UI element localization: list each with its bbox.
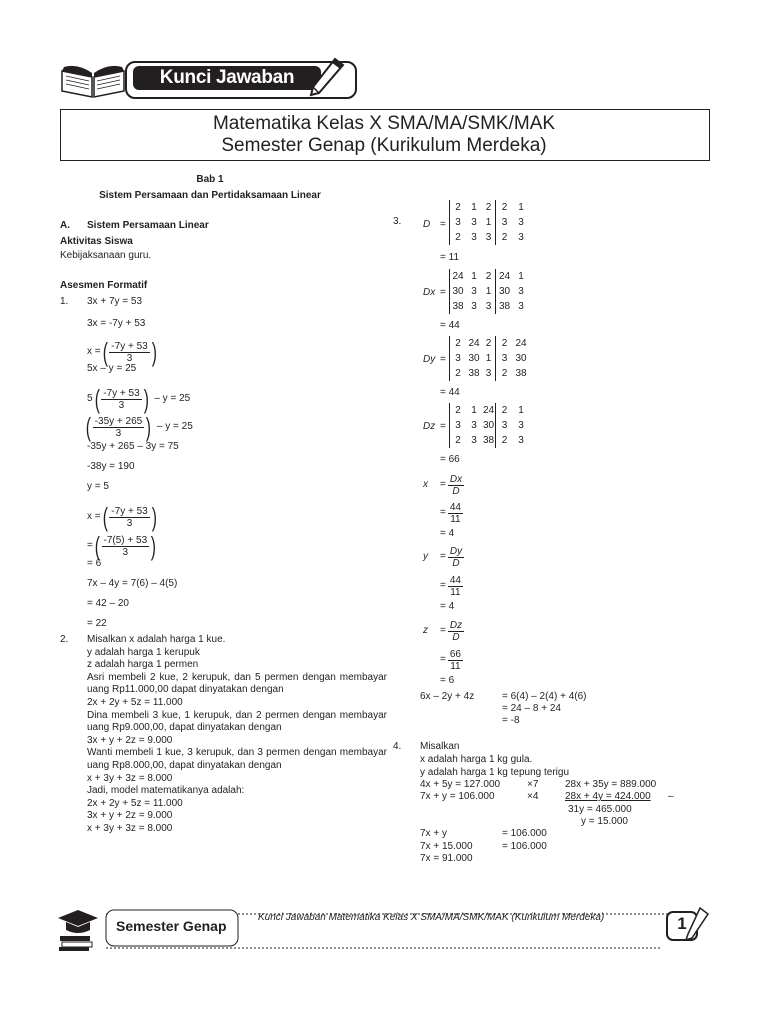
q1-line: = 22	[87, 618, 107, 629]
matrix-cell: 2	[501, 338, 508, 349]
fraction-numerator: 66	[449, 648, 461, 660]
det-label: Dz	[423, 421, 436, 432]
question-number-1: 1.	[60, 296, 69, 307]
matrix-cell: 2	[455, 435, 461, 446]
z-ratio	[440, 647, 463, 673]
fraction-denominator: 3	[126, 352, 133, 364]
q4-line: y adalah harga 1 kg tepung terigu	[420, 767, 569, 778]
matrix-cell: 1	[518, 202, 524, 213]
fraction-numerator: -35y + 265	[94, 415, 143, 427]
matrix-cell: 1	[471, 202, 477, 213]
x-ratio	[440, 500, 463, 526]
q1-eq-sign: =	[87, 540, 93, 551]
q1-x-eq: x =	[87, 346, 101, 357]
fraction-denominator: 3	[126, 517, 133, 529]
matrix-cell: 3	[471, 420, 477, 431]
q4-line: x adalah harga 1 kg gula.	[420, 754, 533, 765]
q1-line: -35y + 265 – 3y = 75	[87, 441, 179, 452]
eq-sign: =	[440, 354, 446, 365]
det-value: = 44	[440, 387, 460, 398]
q2-line: 3x + y + 2z = 9.000	[87, 810, 173, 822]
fraction-denominator: 3	[118, 399, 125, 411]
q2-line: Wanti membeli 1 kue, 3 kerupuk, dan 3 permen dengan membayar uang Rp8.000,00, dapat dinyatakan dengan	[87, 747, 387, 771]
x-cramer	[440, 472, 464, 498]
q4-mult: ×4	[527, 791, 539, 802]
q4-eq: = 106.000	[502, 841, 547, 852]
q2-line: x + 3y + 3z = 8.000	[87, 772, 173, 784]
matrix-cell: 2	[501, 405, 508, 416]
activity-heading: Aktivitas Siswa	[60, 236, 133, 247]
q1-line: 3x + 7y = 53	[87, 296, 143, 307]
det-label: Dy	[423, 354, 436, 365]
determinant-D	[449, 200, 529, 245]
q2-line: x + 3y + 3z = 8.000	[87, 822, 173, 834]
chapter-label: Bab 1	[196, 174, 224, 185]
matrix-cell: 3	[518, 217, 524, 228]
section-title: Sistem Persamaan Linear	[87, 220, 209, 231]
matrix-cell: 3	[455, 217, 461, 228]
q1-fraction-line: 5 ( $\frac{-7y + 53}{3}$ ) – y = 25	[87, 384, 191, 414]
q1-line: 3x = -7y + 53	[87, 318, 146, 329]
q4-eq: 7x + y	[420, 828, 447, 839]
header-label: Kunci Jawaban	[159, 67, 295, 88]
q1-fraction-line: ( $\frac{-35y + 265}{3}$ ) – y = 25	[85, 412, 193, 442]
matrix-cell: 38	[515, 368, 527, 379]
question-number-2: 2.	[60, 634, 69, 645]
q3-result: = 24 – 8 + 24	[502, 703, 561, 714]
matrix-cell: 24	[468, 338, 480, 349]
matrix-cell: 38	[498, 301, 511, 312]
matrix-cell: 1	[518, 271, 524, 282]
q4-eq: = 106.000	[502, 828, 547, 839]
eq-sign: =	[440, 219, 446, 230]
matrix-cell: 3	[471, 301, 477, 312]
matrix-cell: 1	[471, 271, 477, 282]
q4-eq: 4x + 5y = 127.000	[420, 779, 501, 790]
matrix-cell: 3	[482, 366, 496, 381]
matrix-cell: 38	[468, 368, 480, 379]
var-value: = 4	[440, 528, 455, 539]
q1-minus-y: – y = 25	[156, 421, 193, 432]
q1-line: -38y = 190	[87, 461, 135, 472]
z-cramer	[440, 618, 464, 644]
assessment-heading: Asesmen Formatif	[60, 280, 148, 291]
matrix-cell: 24	[482, 405, 495, 416]
matrix-cell: 24	[515, 338, 527, 349]
fraction-numerator: 44	[449, 501, 461, 513]
fraction-denominator: D	[452, 557, 460, 569]
fraction-denominator: 11	[450, 586, 461, 598]
page-number: 1	[677, 914, 687, 933]
q1-line: 5x – y = 25	[87, 363, 137, 374]
fraction-denominator: 3	[122, 546, 129, 558]
q1-fraction-line: x = ( $\frac{-7y + 53}{3}$ )	[87, 502, 157, 532]
matrix-cell: 3	[455, 420, 461, 431]
open-book-icon	[58, 57, 128, 99]
matrix-cell: 3	[471, 232, 477, 243]
matrix-cell: 1	[518, 405, 524, 416]
q2-line: 2x + 2y + 5z = 11.000	[87, 797, 183, 809]
det-value: = 66	[440, 454, 460, 465]
q4-eq: 7x + 15.000	[420, 841, 473, 852]
chapter-name: Sistem Persamaan dan Pertidaksamaan Linear	[99, 190, 321, 201]
footer-book-title: Kunci Jawaban Matematika Kelas X SMA/MA/SMK/MAK (Kurikulum Merdeka)	[258, 912, 605, 923]
eq-sign: =	[440, 654, 446, 665]
fraction-numerator: 44	[449, 574, 461, 586]
question-number-3: 3.	[393, 216, 402, 227]
fraction-denominator: D	[452, 485, 460, 497]
q4-eq: 7x = 91.000	[420, 853, 473, 864]
fraction-denominator: 3	[115, 427, 122, 439]
q1-fraction-line: = ( $\frac{-7(5) + 53}{3}$ )	[87, 531, 157, 561]
graduation-cap-icon	[56, 906, 100, 952]
determinant-Dz	[449, 403, 529, 448]
matrix-cell: 3	[471, 435, 477, 446]
q1-x-eq: x =	[87, 511, 101, 522]
matrix-cell: 3	[518, 435, 524, 446]
question-number-4: 4.	[393, 741, 402, 752]
q1-line: = 6	[87, 558, 102, 569]
matrix-cell: 3	[482, 230, 496, 245]
var-value: = 4	[440, 601, 455, 612]
matrix-cell: 24	[452, 271, 464, 282]
matrix-cell: 3	[501, 353, 508, 364]
eq-sign: =	[440, 507, 446, 518]
matrix-cell: 3	[518, 420, 524, 431]
q2-line: Dina membeli 3 kue, 1 kerupuk, dan 2 permen dengan membayar uang Rp9.000,00, dapat dinyatakan dengan	[87, 709, 387, 734]
q2-line: 2x + 2y + 5z = 11.000	[87, 696, 183, 708]
eq-sign: =	[440, 625, 446, 636]
q1-minus-y: – y = 25	[154, 393, 191, 404]
q2-line: Jadi, model matematikanya adalah:	[87, 785, 245, 797]
eq-sign: =	[440, 551, 446, 562]
q1-line: = 42 – 20	[87, 598, 129, 609]
det-value: = 44	[440, 320, 460, 331]
matrix-cell: 1	[482, 215, 496, 230]
det-label: D	[423, 219, 431, 230]
section-letter: A.	[60, 220, 70, 231]
matrix-cell: 1	[471, 405, 477, 416]
matrix-cell: 2	[455, 368, 461, 379]
q1-line: 7x – 4y = 7(6) – 4(5)	[87, 578, 178, 589]
matrix-cell: 3	[482, 299, 496, 314]
matrix-cell: 2	[501, 202, 508, 213]
fraction-denominator: 11	[450, 660, 461, 672]
matrix-cell: 3	[518, 232, 524, 243]
page-title: Matematika Kelas X SMA/MA/SMK/MAK	[212, 113, 556, 134]
matrix-cell: 2	[501, 368, 508, 379]
matrix-cell: 3	[471, 286, 477, 297]
q3-result: = -8	[502, 715, 520, 726]
matrix-cell: 2	[455, 232, 461, 243]
q4-eq: 28x + 35y = 889.000	[565, 779, 657, 790]
var-label: z	[423, 625, 428, 636]
matrix-cell: 2	[455, 405, 461, 416]
fraction-numerator: -7y + 53	[103, 387, 140, 399]
q2-answer	[87, 634, 387, 836]
fraction-numerator: Dx	[449, 473, 463, 485]
activity-text: Kebijaksanaan guru.	[60, 250, 152, 261]
fraction-numerator: -7y + 53	[111, 505, 148, 517]
det-value: = 11	[440, 252, 459, 263]
determinant-Dx	[449, 269, 529, 314]
q2-line: Misalkan x adalah harga 1 kue.	[87, 634, 226, 645]
fraction-numerator: Dy	[449, 545, 463, 557]
y-cramer	[440, 544, 464, 570]
matrix-cell: 2	[501, 232, 508, 243]
determinant-Dy	[449, 336, 529, 381]
matrix-cell: 3	[518, 301, 524, 312]
q4-eq: 7x + y = 106.000	[420, 791, 495, 802]
matrix-cell: 3	[518, 286, 524, 297]
matrix-cell: 38	[482, 435, 495, 446]
matrix-cell: 3	[455, 353, 461, 364]
var-label: x	[423, 479, 428, 490]
q3-result: = 6(4) – 2(4) + 4(6)	[502, 691, 587, 702]
eq-sign: =	[440, 479, 446, 490]
matrix-cell: 1	[482, 284, 496, 299]
eq-sign: =	[440, 421, 446, 432]
q2-line: 3x + y + 2z = 9.000	[87, 734, 173, 746]
eq-sign: =	[440, 287, 446, 298]
q2-line: y adalah harga 1 kerupuk	[87, 646, 200, 658]
det-label: Dx	[423, 287, 436, 298]
matrix-cell: 30	[468, 353, 480, 364]
eq-sign: =	[440, 580, 446, 591]
fraction-denominator: D	[452, 631, 460, 643]
matrix-cell: 2	[501, 435, 508, 446]
matrix-cell: 30	[515, 353, 527, 364]
q4-line: Misalkan	[420, 741, 460, 752]
matrix-cell: 38	[452, 301, 464, 312]
y-ratio	[440, 573, 463, 599]
matrix-cell: 2	[455, 338, 461, 349]
var-value: = 6	[440, 675, 455, 686]
q3-expression: 6x – 2y + 4z	[420, 691, 475, 702]
matrix-cell: 2	[455, 202, 461, 213]
fraction-numerator: Dz	[449, 619, 463, 631]
matrix-cell: 24	[498, 271, 511, 282]
matrix-cell: 2	[482, 269, 496, 284]
var-label: y	[423, 551, 428, 562]
fraction-numerator: -7(5) + 53	[103, 534, 148, 546]
matrix-cell: 3	[471, 217, 477, 228]
pencil-icon	[305, 55, 345, 99]
q1-fraction-line: x = ( $\frac{-7y + 53}{3}$ )	[87, 337, 157, 367]
q4-eq: 28x + 4y = 424.000	[565, 791, 651, 802]
matrix-cell: 30	[482, 420, 495, 431]
matrix-cell: 3	[501, 217, 508, 228]
page-subtitle: Semester Genap (Kurikulum Merdeka)	[221, 135, 547, 156]
q2-line: Asri membeli 2 kue, 2 kerupuk, dan 5 permen dengan membayar uang Rp11.000,00 dapat dinyatakan dengan	[87, 671, 387, 696]
footer-semester: Semester Genap	[116, 918, 227, 934]
q4-eq: 31y = 465.000	[568, 804, 632, 815]
matrix-cell: 2	[482, 336, 496, 351]
matrix-cell: 1	[482, 351, 496, 366]
matrix-cell: 30	[498, 286, 511, 297]
fraction-denominator: 11	[450, 513, 461, 525]
q4-minus: –	[668, 791, 674, 802]
matrix-cell: 2	[482, 200, 496, 215]
matrix-cell: 3	[501, 420, 508, 431]
fraction-numerator: -7y + 53	[111, 340, 148, 352]
q2-line: z adalah harga 1 permen	[87, 659, 199, 671]
q4-mult: ×7	[527, 779, 539, 790]
q1-five: 5	[87, 393, 93, 404]
q4-eq: y = 15.000	[581, 816, 628, 827]
matrix-cell: 30	[452, 286, 464, 297]
q1-line: y = 5	[87, 481, 109, 492]
